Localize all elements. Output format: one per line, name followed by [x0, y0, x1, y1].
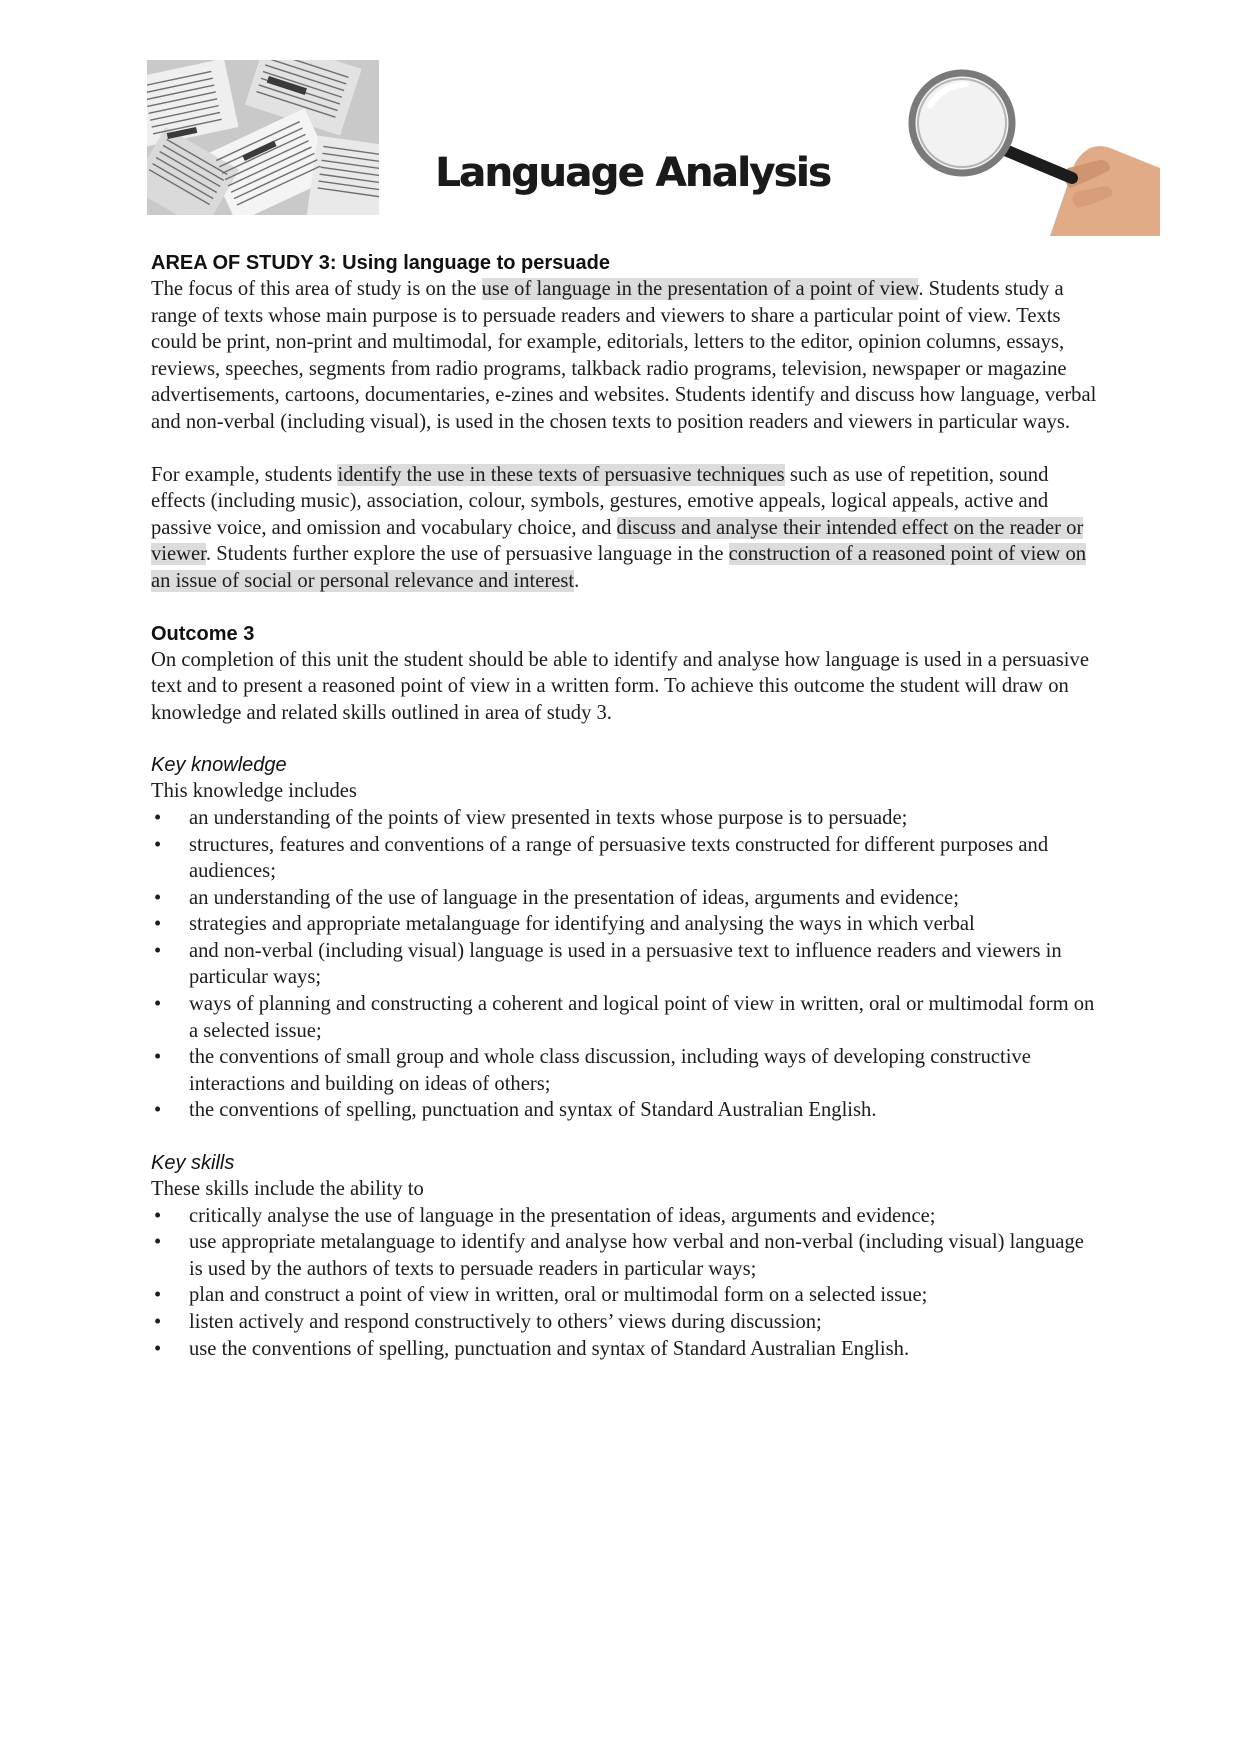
magnifying-glass-image — [900, 68, 1160, 236]
bullet-icon: • — [154, 1231, 162, 1254]
list-item-text: the conventions of spelling, punctuation and syntax of Standard Australian English. — [189, 1099, 877, 1122]
key-knowledge-heading: Key knowledge — [151, 754, 287, 777]
text-run: such as use of repetition, sound effects (including music), association, colour, symbols, gestures, emotive appeals, logical appeals, active and passive voice, and omission and vocabulary choice, and — [151, 463, 1049, 539]
bullet-icon: • — [154, 993, 162, 1016]
list-item — [151, 1044, 1101, 1097]
highlighted-text: use of language in the presentation of a point of view — [481, 278, 919, 300]
list-item — [151, 1097, 1101, 1124]
key-knowledge-list — [151, 805, 1101, 1124]
bullet-icon: • — [154, 939, 162, 962]
list-item-text: listen actively and respond constructively to others’ views during discussion; — [189, 1311, 822, 1333]
list-item-text: critically analyse the use of language in the presentation of ideas, arguments and evidence; — [189, 1204, 936, 1227]
newspaper-collage-image — [147, 60, 379, 215]
highlighted-text: construction of a reasoned point of view on an issue of social or personal relevance and interest — [151, 543, 1087, 592]
outcome-heading: Outcome 3 — [151, 622, 255, 645]
bullet-icon: • — [154, 1204, 162, 1227]
bullet-icon: • — [154, 1046, 162, 1069]
list-item-text: use appropriate metalanguage to identify and analyse how verbal and non-verbal (including visual) language is used by the authors of texts to persuade readers in particular ways; — [189, 1231, 1084, 1280]
list-item — [151, 1203, 1101, 1230]
list-item-text: strategies and appropriate metalanguage for identifying and analysing the ways in which verbal — [189, 913, 975, 936]
list-item — [151, 911, 1101, 938]
document-body — [151, 250, 1101, 1362]
text-run: . Students study a range of texts whose main purpose is to persuade readers and viewers to share a particular point of view. Texts could be print, non-print and multimodal, for example, editorials, letters to the editor, opinion columns, essays, reviews, speeches, segments from radio programs, talkback radio programs, television, newspaper or magazine advertisements, cartoons, documentaries, e-zines and websites. Students identify and discuss how language, verbal and non-verbal (including visual), is used in the chosen texts to position readers and viewers in particular ways. — [151, 278, 1097, 433]
bullet-icon: • — [154, 1099, 162, 1122]
bullet-icon: • — [154, 913, 162, 936]
key-skills-heading: Key skills — [151, 1152, 235, 1175]
list-item-text: use the conventions of spelling, punctuation and syntax of Standard Australian English. — [189, 1337, 910, 1360]
list-item — [151, 938, 1101, 991]
highlighted-text: identify the use in these texts of persuasive techniques — [337, 463, 785, 486]
list-item-text: ways of planning and constructing a coherent and logical point of view in written, oral or multimodal form on a selected issue; — [189, 993, 1095, 1042]
list-item-text: an understanding of the points of view presented in texts whose purpose is to persuade; — [189, 806, 908, 829]
text-run: For example, students — [151, 463, 338, 486]
list-item-text: plan and construct a point of view in written, oral or multimodal form on a selected issue; — [189, 1284, 928, 1307]
key-knowledge-intro: This knowledge includes — [151, 780, 357, 803]
list-item-text: an understanding of the use of language in the presentation of ideas, arguments and evidence; — [189, 886, 959, 909]
list-item — [151, 885, 1101, 912]
text-run: The focus of this area of study is on the — [151, 278, 482, 300]
area-paragraph-1 — [151, 276, 1101, 436]
list-item — [151, 1336, 1101, 1363]
key-skills-intro: These skills include the ability to — [151, 1178, 424, 1201]
outcome-text: On completion of this unit the student should be able to identify and analyse how language is used in a persuasive text and to present a reasoned point of view in a written form. To achieve this outcome the student will draw on knowledge and related skills outlined in area of study 3. — [151, 648, 1089, 724]
bullet-icon: • — [154, 886, 162, 909]
list-item-text: the conventions of small group and whole class discussion, including ways of developing constructive interactions and building on ideas of others; — [189, 1046, 1031, 1095]
page-title: Language Analysis — [435, 150, 831, 196]
bullet-icon: • — [154, 1311, 162, 1333]
text-run: . Students further explore the use of persuasive language in the — [205, 543, 729, 566]
bullet-icon: • — [154, 833, 162, 856]
area-of-study-heading: AREA OF STUDY 3: Using language to persuade — [151, 252, 610, 274]
text-run: . — [574, 569, 580, 592]
list-item — [151, 832, 1101, 885]
bullet-icon: • — [154, 806, 162, 829]
list-item — [151, 1282, 1101, 1309]
list-item — [151, 805, 1101, 832]
list-item-text: structures, features and conventions of a range of persuasive texts constructed for different purposes and audiences; — [189, 833, 1049, 883]
highlighted-text: discuss and analyse their intended effect on the reader or viewer — [151, 516, 1084, 566]
list-item-text: and non-verbal (including visual) language is used in a persuasive text to influence readers and viewers in particular ways; — [189, 939, 1062, 989]
list-item — [151, 1229, 1101, 1282]
bullet-icon: • — [154, 1284, 162, 1307]
list-item — [151, 991, 1101, 1044]
bullet-icon: • — [154, 1337, 162, 1360]
area-paragraph-2 — [151, 462, 1101, 595]
key-skills-list — [151, 1203, 1101, 1363]
list-item — [151, 1309, 1101, 1336]
